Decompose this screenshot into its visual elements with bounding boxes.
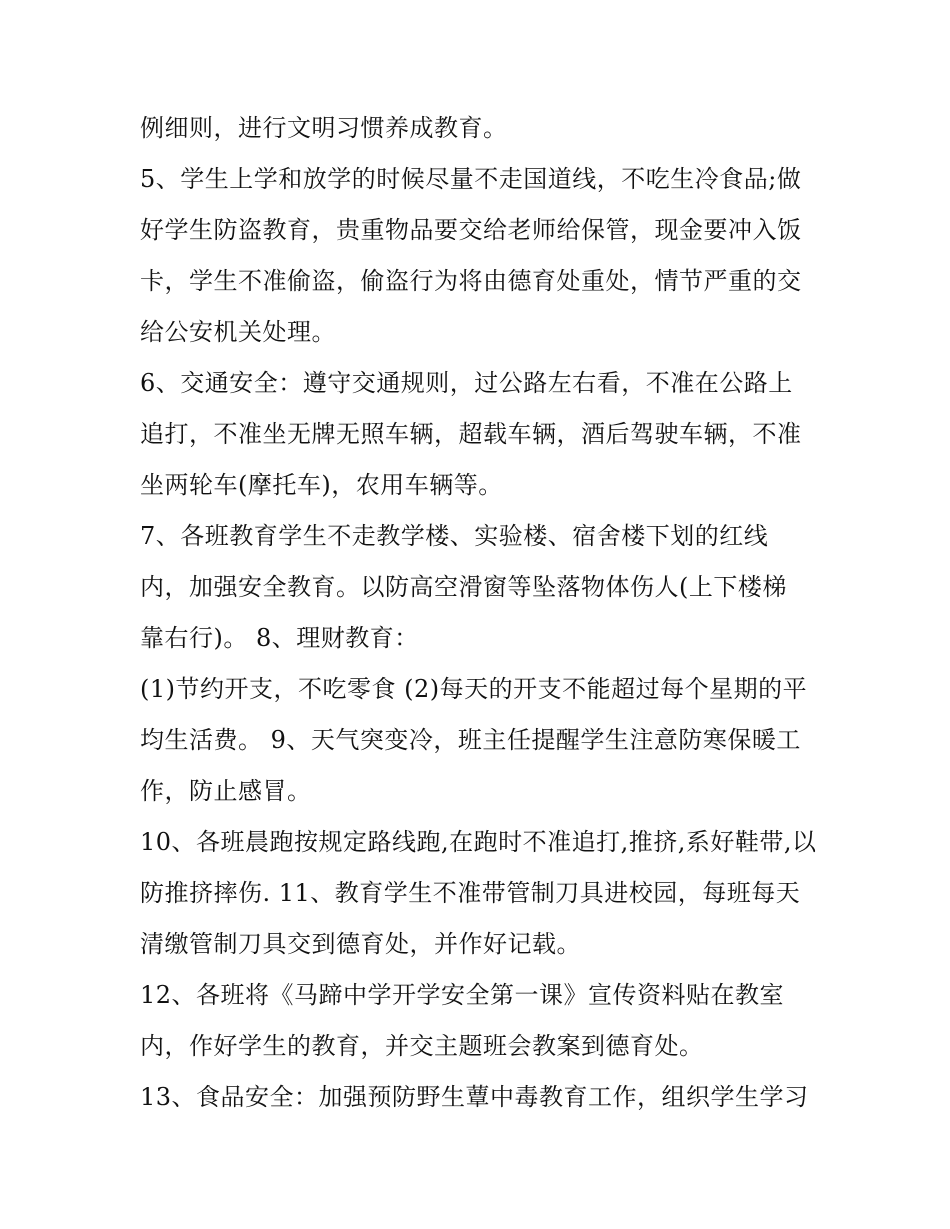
text-line: 13、食品安全：加强预防野生蕈中毒教育工作，组织学生学习 (140, 1083, 809, 1111)
text-line: 好学生防盗教育，贵重物品要交给老师给保管，现金要冲入饭 (140, 216, 802, 244)
text-line: 6、交通安全：遵守交通规则，过公路左右看，不准在公路上 (140, 369, 793, 397)
text-line: 内，加强安全教育。以防高空滑窗等坠落物体伤人(上下楼梯 (140, 573, 787, 601)
text-line: 12、各班将《马蹄中学开学安全第一课》宣传资料贴在教室 (140, 981, 785, 1009)
text-line: 10、各班晨跑按规定路线跑,在跑时不准追打,推挤,系好鞋带,以 (140, 828, 817, 856)
text-line: 例细则，进行文明习惯养成教育。 (140, 114, 508, 142)
text-line: 追打，不准坐无牌无照车辆，超载车辆，酒后驾驶车辆，不准 (140, 420, 802, 448)
text-line: 靠右行)。 8、理财教育： (140, 624, 419, 652)
text-line: 均生活费。 9、天气突变冷，班主任提醒学生注意防寒保暖工 (140, 726, 801, 754)
text-line: 给公安机关处理。 (140, 318, 336, 346)
text-line: 5、学生上学和放学的时候尽量不走国道线，不吃生冷食品;做 (140, 165, 802, 193)
text-line: 7、各班教育学生不走教学楼、实验楼、宿舍楼下划的红线 (140, 522, 769, 550)
text-line: 清缴管制刀具交到德育处，并作好记载。 (140, 930, 581, 958)
text-line: 卡，学生不准偷盗，偷盗行为将由德育处重处，情节严重的交 (140, 267, 802, 295)
text-line: 作，防止感冒。 (140, 777, 312, 805)
text-line: (1)节约开支，不吃零食 (2)每天的开支不能超过每个星期的平 (140, 675, 808, 703)
text-line: 坐两轮车(摩托车)，农用车辆等。 (140, 471, 503, 499)
text-line: 防推挤摔伤. 11、教育学生不准带管制刀具进校园，每班每天 (140, 879, 801, 907)
text-line: 内，作好学生的教育，并交主题班会教案到德育处。 (140, 1032, 704, 1060)
